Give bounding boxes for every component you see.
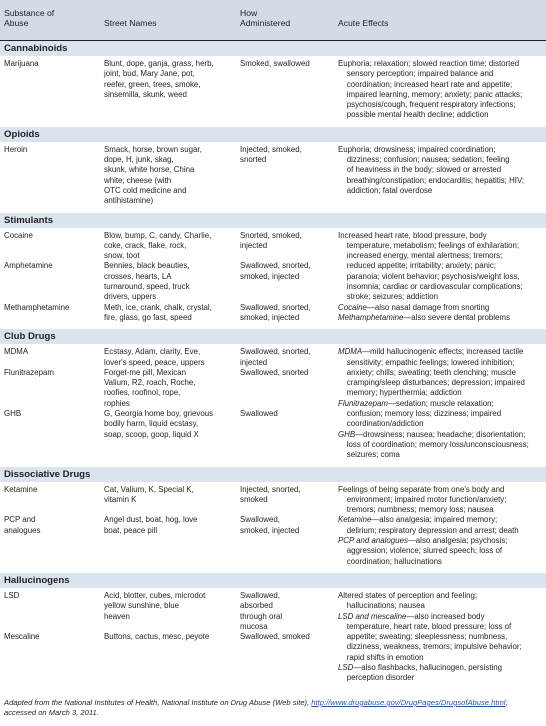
effect-lead: Cocaine [338, 302, 367, 312]
street-names-line: Blow, bump, C, candy, Charlie, [104, 230, 212, 240]
effect-line [338, 155, 544, 165]
effect-line [338, 515, 544, 525]
street-names-line: vitamin K [104, 494, 137, 504]
section-title: Stimulants [4, 214, 54, 226]
street-names-line: joint, bud, Mary Jane, pot, [104, 69, 195, 79]
section-rows [0, 56, 546, 127]
effect-text: —also flashbacks, hallucinogen, persisting [353, 663, 503, 673]
effect-line [338, 622, 544, 632]
effect-line [338, 673, 544, 683]
street-names-line: skunk, white horse, China [104, 165, 195, 175]
substance-name: MDMA [4, 347, 29, 357]
substance-name: LSD [4, 590, 20, 600]
street-names-line: Valium, R2, roach, Roche, [104, 378, 196, 388]
table-row [0, 261, 546, 302]
effect-line [338, 642, 544, 652]
street-names-line: reefer, green, trees, smoke, [104, 79, 201, 89]
street-names-cell [104, 145, 236, 207]
effect-text: aggression; violence; slurred speech; loss of [338, 546, 503, 556]
section-rows [0, 344, 546, 466]
effect-text: insomnia; cardiac or cardiovascular complications; [338, 282, 523, 292]
effect-line [338, 368, 544, 378]
street-names-cell [104, 347, 236, 368]
effect-lead: Flunitrazepam [338, 398, 388, 408]
section-title: Dissociative Drugs [4, 468, 91, 480]
substance-cell [4, 59, 96, 69]
effect-line [338, 251, 544, 261]
street-names-line: roofies, roofinol, rope, [104, 388, 181, 398]
street-names-line: Ecstasy, Adam, clarity, Eve, [104, 347, 201, 357]
substance-cell [4, 303, 96, 313]
administration-line: Snorted, smoked, [240, 230, 302, 240]
administration-line: smoked, injected [240, 525, 300, 535]
administration-line: absorbed [240, 601, 273, 611]
street-names-line: soap, scoop, goop, liquid X [104, 429, 199, 439]
effect-line [338, 399, 544, 409]
effect-text: sensitivity; empathic feelings; lowered inhibition; [338, 357, 515, 367]
header-acute-effects: Acute Effects [338, 18, 389, 28]
street-names-line: turnaround, speed, truck [104, 282, 190, 292]
acute-effects-cell [338, 485, 544, 516]
substance-name: Flunitrazepam [4, 367, 54, 377]
administration-line: Swallowed, [240, 515, 280, 525]
section-rows [0, 482, 546, 573]
effect-text: dizziness; confusion; nausea; sedation; feeling [338, 155, 510, 165]
section-title: Opioids [4, 128, 40, 140]
administration-cell [240, 145, 330, 166]
acute-effects-cell [338, 59, 544, 121]
effect-line [338, 347, 544, 357]
effect-line [338, 165, 544, 175]
effect-lead: MDMA [338, 347, 363, 357]
street-names-line: coke, crack, flake, rock, [104, 240, 187, 250]
header-how-line-1: How [240, 8, 258, 18]
effect-line [338, 90, 544, 100]
effect-text: possible mental health decline; addiction [338, 110, 489, 120]
table-row [0, 409, 546, 461]
street-names-line: lover's speed, peace, uppers [104, 357, 205, 367]
section-title: Club Drugs [4, 331, 56, 343]
acute-effects-cell [338, 347, 544, 368]
street-names-cell [104, 261, 236, 302]
administration-line: Injected, snorted, [240, 484, 301, 494]
administration-line: smoked, injected [240, 312, 300, 322]
table-row [0, 231, 546, 262]
street-names-line: rophies [104, 398, 130, 408]
effect-text: Euphoria; relaxation; slowed reaction time; distorted [338, 59, 520, 68]
substance-cell [4, 231, 96, 241]
street-names-cell [104, 59, 236, 100]
administration-line: Swallowed, snorted, [240, 261, 311, 271]
section-rows [0, 588, 546, 690]
effect-text: confusion; memory loss; dizziness; impaired [338, 409, 502, 419]
effect-text: breathing/constipation; endocarditis; hepatitis; HIV; [338, 175, 525, 185]
street-names-line: boat, peace pill [104, 525, 158, 535]
table-row [0, 632, 546, 684]
effect-text: addiction; fatal overdose [338, 185, 433, 195]
administration-line: mucosa [240, 621, 268, 631]
acute-effects-cell [338, 591, 544, 632]
substance-name: Mescaline [4, 632, 40, 642]
effect-line [338, 100, 544, 110]
street-names-line: snow, toot [104, 251, 140, 261]
effect-text: stroke; seizures; addiction [338, 292, 438, 302]
effect-line [338, 430, 544, 440]
street-names-cell [104, 515, 236, 536]
effect-line [338, 231, 544, 241]
effect-line [338, 292, 544, 302]
effect-line [338, 176, 544, 186]
header-how-administered [240, 8, 290, 28]
administration-line: Swallowed, snorted, [240, 302, 311, 312]
effect-text: temperature, metabolism; feelings of exhilaration; [338, 240, 520, 250]
street-names-line: Buttons, cactus, mesc, peyote [104, 632, 210, 642]
effect-line [338, 601, 544, 611]
administration-cell [240, 368, 330, 378]
effect-text: —also analgesia; psychosis; [407, 536, 508, 546]
effect-text: loss of coordination; memory loss/unconsciousness; [338, 439, 529, 449]
street-names-line: Cat, Valium, K, Special K, [104, 484, 194, 494]
effect-text: seizures; coma [338, 450, 400, 460]
effect-lead: Ketamine [338, 515, 372, 525]
section-rows [0, 142, 546, 213]
effect-text: —drowsiness; nausea; headache; disorientation; [355, 429, 526, 439]
table-row [0, 145, 546, 207]
street-names-line: white; cheese (with [104, 175, 172, 185]
effect-text: Altered states of perception and feeling; [338, 590, 478, 600]
section-header [0, 467, 546, 482]
administration-line: smoked [240, 494, 268, 504]
effect-line [338, 80, 544, 90]
street-names-line: bodily harm, liquid ecstasy, [104, 419, 199, 429]
administration-line: Swallowed, snorted, [240, 347, 311, 357]
effect-line [338, 272, 544, 282]
administration-cell [240, 632, 330, 642]
effect-lead: PCP and analogues [338, 536, 408, 546]
header-how-line-2: Administered [240, 18, 291, 28]
substance-name: Marijuana [4, 59, 39, 68]
effect-line [338, 409, 544, 419]
table-row [0, 368, 546, 409]
administration-line: injected [240, 357, 268, 367]
footnote-accessed: accessed on March 3, 2011. [4, 707, 99, 717]
effect-text: appetite; sweating; sleeplessness; numbness, [338, 632, 508, 642]
effect-text: psychosis/cough, frequent respiratory infections; [338, 100, 516, 110]
acute-effects-cell [338, 515, 544, 566]
effect-line [338, 591, 544, 601]
administration-cell [240, 303, 330, 324]
street-names-line: Forget-me pill, Mexican [104, 367, 187, 377]
effect-line [338, 59, 544, 69]
effect-lead: Methamphetamine [338, 312, 404, 322]
header-substance [4, 8, 54, 28]
effect-text: impaired learning, memory; anxiety; panic attacks; [338, 89, 523, 99]
street-names-line: sinsemilla, skunk, weed [104, 89, 187, 99]
substance-cell [4, 591, 96, 601]
effect-line [338, 632, 544, 642]
acute-effects-cell [338, 261, 544, 302]
administration-line: Smoked, swallowed [240, 59, 310, 68]
effect-line [338, 419, 544, 429]
substance-cell [4, 347, 96, 357]
administration-line: Swallowed [240, 409, 278, 419]
administration-cell [240, 261, 330, 282]
street-names-line: heaven [104, 611, 130, 621]
street-names-line: Bennies, black beauties, [104, 261, 190, 271]
effect-text: memory; hyperthermia; addiction [338, 388, 462, 398]
source-footnote [4, 698, 544, 717]
table-row [0, 59, 546, 121]
effect-line [338, 313, 544, 323]
effect-text: temperature, heart rate, blood pressure; loss of [338, 621, 512, 631]
administration-cell [240, 347, 330, 368]
street-names-cell [104, 231, 236, 262]
street-names-line: crosses, hearts, LA [104, 271, 172, 281]
effect-line [338, 388, 544, 398]
section-header [0, 573, 546, 588]
effect-text: hallucinations; nausea [338, 601, 425, 611]
substance-name: Methamphetamine [4, 302, 70, 312]
effect-line [338, 526, 544, 536]
table-row [0, 515, 546, 567]
effect-text: paranoia; violent behavior; psychosis/weight loss, [338, 271, 520, 281]
effect-text: Euphoria; drowsiness; impaired coordination; [338, 144, 496, 154]
effect-line [338, 450, 544, 460]
acute-effects-cell [338, 303, 544, 324]
effect-line [338, 69, 544, 79]
acute-effects-cell [338, 368, 544, 409]
administration-line: through oral [240, 611, 283, 621]
administration-cell [240, 59, 330, 69]
effect-line [338, 261, 544, 271]
section-header [0, 41, 546, 56]
section-header [0, 127, 546, 142]
street-names-line: Acid, blotter, cubes, microdot [104, 590, 206, 600]
effect-line [338, 557, 544, 567]
effect-text: —also increased body [406, 611, 485, 621]
street-names-cell [104, 409, 236, 440]
section-rows [0, 228, 546, 330]
effect-line [338, 546, 544, 556]
effect-text: —also analgesia; impaired memory; [371, 515, 498, 525]
acute-effects-cell [338, 145, 544, 196]
substance-name: analogues [4, 525, 41, 535]
effect-text: of heaviness in the body; slowed or arrested [338, 165, 502, 175]
street-names-cell [104, 368, 236, 409]
header-street-names: Street Names [104, 18, 157, 28]
effect-line [338, 358, 544, 368]
street-names-cell [104, 303, 236, 324]
effect-line [338, 378, 544, 388]
effect-text: Feelings of being separate from one's body and [338, 484, 505, 494]
substance-cell [4, 145, 96, 155]
substance-cell [4, 261, 96, 271]
administration-line: Swallowed, snorted [240, 367, 309, 377]
effect-text: perception disorder [338, 673, 415, 683]
effect-text: sensory perception; impaired balance and [338, 69, 494, 79]
substance-cell [4, 409, 96, 419]
street-names-line: G, Georgia home boy, grievous [104, 409, 214, 419]
street-names-cell [104, 591, 236, 622]
table-row [0, 485, 546, 516]
street-names-line: drivers, uppers [104, 292, 157, 302]
footnote-prefix: Adapted from the National Institutes of Health, National Institute on Drug Abuse (Web site), [4, 698, 312, 707]
footnote-link[interactable]: http://www.drugabuse.gov/DrugPages/DrugsofAbuse.html [311, 698, 506, 707]
table-row [0, 347, 546, 368]
effect-line [338, 612, 544, 622]
administration-cell [240, 591, 330, 632]
street-names-line: Angel dust, boat, hog, love [104, 515, 198, 525]
administration-line: Injected, smoked, [240, 144, 302, 154]
street-names-line: fire, glass, go fast, speed [104, 312, 192, 322]
substance-name: GHB [4, 409, 22, 419]
effect-line [338, 110, 544, 120]
section-header [0, 213, 546, 228]
effect-line [338, 485, 544, 495]
effect-line [338, 505, 544, 515]
administration-cell [240, 231, 330, 252]
table-header [0, 0, 546, 41]
effect-text: coordination; increased heart rate and appetite; [338, 79, 513, 89]
effect-line [338, 241, 544, 251]
effect-text: anxiety; chills; sweating; teeth clenching; muscle [338, 367, 517, 377]
administration-line: Swallowed, smoked [240, 632, 310, 642]
section-title: Cannabinoids [4, 43, 68, 54]
header-substance-line-1: Substance of [4, 8, 55, 18]
substance-cell [4, 632, 96, 642]
effect-text: Increased heart rate, blood pressure, body [338, 230, 487, 240]
street-names-line: OTC cold medicine and [104, 185, 187, 195]
effect-text: dizziness, weakness, tremors; impulsive behavior; [338, 642, 522, 652]
effect-line [338, 536, 544, 546]
effect-lead: LSD [338, 663, 354, 673]
substance-name: Cocaine [4, 230, 33, 240]
effect-text: —mild hallucinogenic effects; increased tactile [362, 347, 524, 357]
substance-cell [4, 368, 96, 378]
administration-line: injected [240, 240, 268, 250]
effect-line [338, 186, 544, 196]
acute-effects-cell [338, 231, 544, 262]
effect-text: —also severe dental problems [403, 312, 510, 322]
acute-effects-cell [338, 632, 544, 683]
substance-name: Amphetamine [4, 261, 53, 271]
substance-name: Heroin [4, 144, 28, 154]
street-names-cell [104, 485, 236, 506]
effect-text: increased energy, mental alertness; tremors; [338, 251, 503, 261]
effect-line [338, 663, 544, 673]
effect-lead: LSD and mescaline [338, 611, 407, 621]
effect-line [338, 145, 544, 155]
table-body [0, 41, 546, 690]
table-row [0, 591, 546, 632]
table-row [0, 303, 546, 324]
administration-cell [240, 485, 330, 506]
effect-text: reduced appetite; irritability; anxiety; panic; [338, 261, 496, 271]
acute-effects-cell [338, 409, 544, 460]
effect-text: rapid shifts in emotion [338, 652, 424, 662]
effect-text: coordination/addiction [338, 419, 424, 429]
administration-line: snorted [240, 155, 267, 165]
effect-line [338, 653, 544, 663]
effect-lead: GHB [338, 429, 356, 439]
street-names-line: dope, H, junk, skag, [104, 155, 174, 165]
effect-line [338, 440, 544, 450]
effect-text: cramping/sleep disturbances; depression; impaired [338, 378, 525, 388]
effect-text: delirium; respiratory depression and arrest; death [338, 525, 519, 535]
street-names-line: Blunt, dope, ganja, grass, herb, [104, 59, 214, 68]
effect-line [338, 303, 544, 313]
street-names-line: Smack, horse, brown sugar, [104, 144, 202, 154]
substance-cell [4, 515, 96, 536]
effect-line [338, 495, 544, 505]
section-header [0, 329, 546, 344]
section-title: Hallucinogens [4, 574, 70, 586]
effect-line [338, 282, 544, 292]
substance-cell [4, 485, 96, 495]
effect-text: —sedation; muscle relaxation; [388, 398, 494, 408]
header-substance-line-2: Abuse [4, 18, 29, 28]
effect-text: environment; impaired motor function/anxiety; [338, 494, 507, 504]
effect-text: tremors; numbness; memory loss; nausea [338, 505, 494, 515]
effect-text: coordination; hallucinations [338, 556, 442, 566]
street-names-cell [104, 632, 236, 642]
administration-line: Swallowed, [240, 590, 280, 600]
substance-name: PCP and [4, 515, 36, 525]
footnote-suffix: ; [505, 698, 508, 707]
street-names-line: yellow sunshine, blue [104, 601, 180, 611]
administration-cell [240, 515, 330, 536]
administration-line: smoked, injected [240, 271, 300, 281]
street-names-line: Meth, ice, crank, chalk, crystal, [104, 302, 212, 312]
effect-text: —also nasal damage from snorting [366, 302, 490, 312]
administration-cell [240, 409, 330, 419]
street-names-line: antihistamine) [104, 196, 154, 206]
substance-name: Ketamine [4, 484, 38, 494]
